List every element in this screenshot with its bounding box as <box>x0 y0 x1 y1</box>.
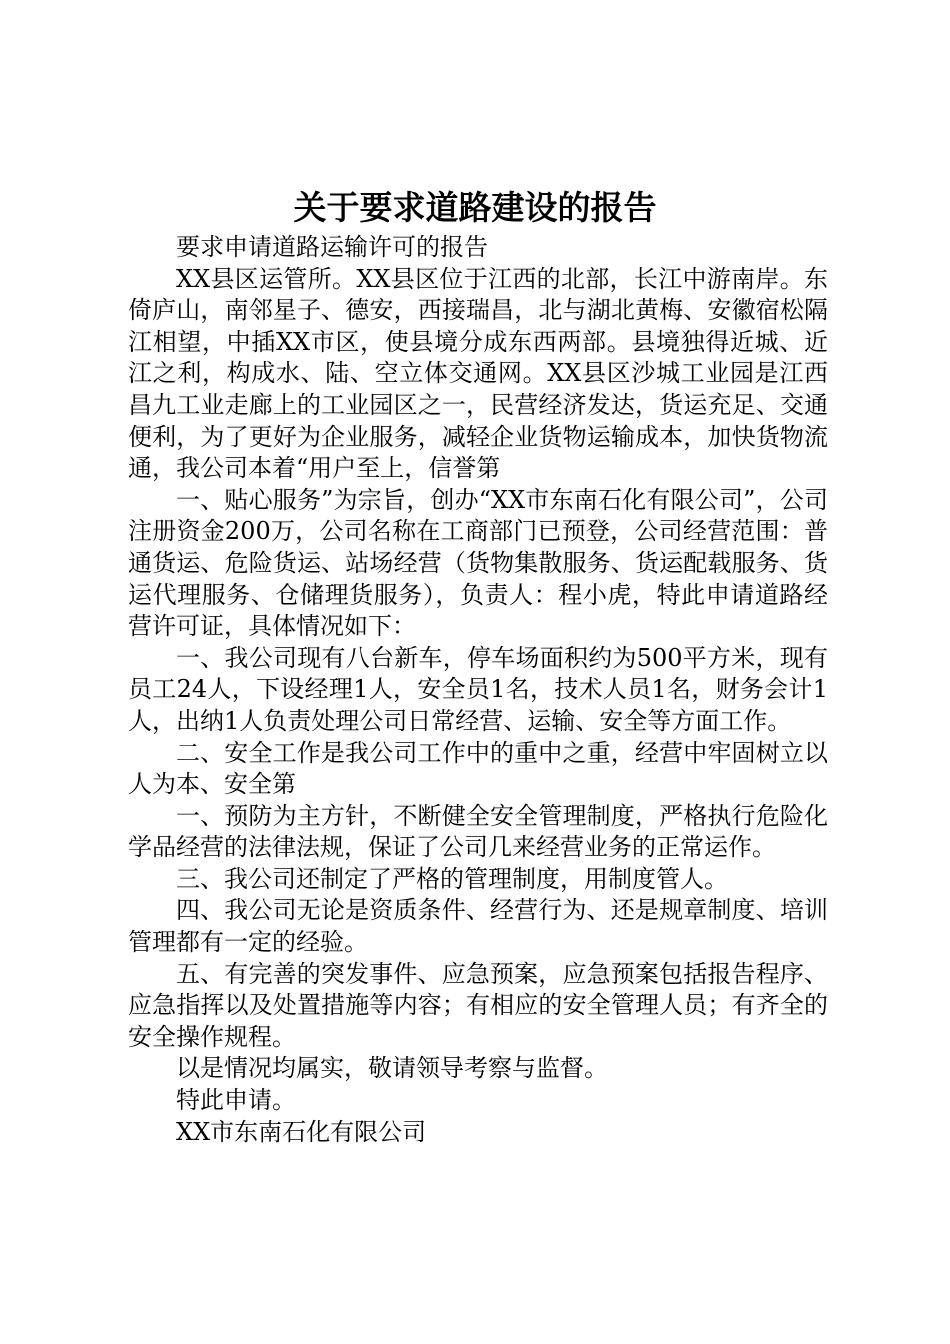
paragraph-introduction: XX县区运管所。XX县区位于江西的北部，长江中游南岸。东倚庐山，南邻星子、德安，西接瑞昌，北与湖北黄梅、安徽宿松隔江相望，中插XX市区，使县境分成东西两部。县境独得近城、近江之利，构成水、陆、空立体交通网。XX县区沙城工业园是江西昌九工业走廊上的工业园区之一，民营经济发达，货运充足、交通便利，为了更好为企业服务，减轻企业货物运输成本，加快货物流通，我公司本着“用户至上，信誉第 <box>128 264 828 483</box>
paragraph-subject: 要求申请道路运输许可的报告 <box>176 233 488 261</box>
paragraph-signature: XX市东南石化有限公司 <box>176 1117 427 1146</box>
paragraph-statement: 以是情况均属实，敬请领导考察与监督。 <box>176 1054 608 1083</box>
paragraph-safety-policy: 一、预防为主方针，不断健全安全管理制度，严格执行危险化学品经营的法律法规，保证了公司几来经营业务的正常运作。 <box>128 801 828 862</box>
paragraph-emergency-plan: 五、有完善的突发事件、应急预案，应急预案包括报告程序、应急指挥以及处置措施等内容；有相应的安全管理人员；有齐全的安全操作规程。 <box>128 959 828 1051</box>
paragraph-safety-priority: 二、安全工作是我公司工作中的重中之重，经营中牢固树立以人为本、安全第 <box>128 738 828 799</box>
paragraph-request: 特此申请。 <box>176 1086 296 1115</box>
paragraph-company-info: 一、贴心服务”为宗旨，创办“XX市东南石化有限公司”，公司注册资金200万，公司名称在工商部门已预登，公司经营范围：普通货运、危险货运、站场经营（货物集散服务、货运配载服务、货运代理服务、仓储理货服务），负责人：程小虎，特此申请道路经营许可证，具体情况如下： <box>128 485 828 641</box>
paragraph-management-system: 三、我公司还制定了严格的管理制度，用制度管人。 <box>176 864 728 893</box>
paragraph-staff-vehicles: 一、我公司现有八台新车，停车场面积约为500平方米，现有员工24人，下设经理1人，安全员1名，技术人员1名，财务会计1人，出纳1人负责处理公司日常经营、运输、安全等方面工作。 <box>128 643 828 735</box>
paragraph-experience: 四、我公司无论是资质条件、经营行为、还是规章制度、培训管理都有一定的经验。 <box>128 896 828 957</box>
document-title: 关于要求道路建设的报告 <box>293 188 657 227</box>
document-body <box>128 232 828 1148</box>
